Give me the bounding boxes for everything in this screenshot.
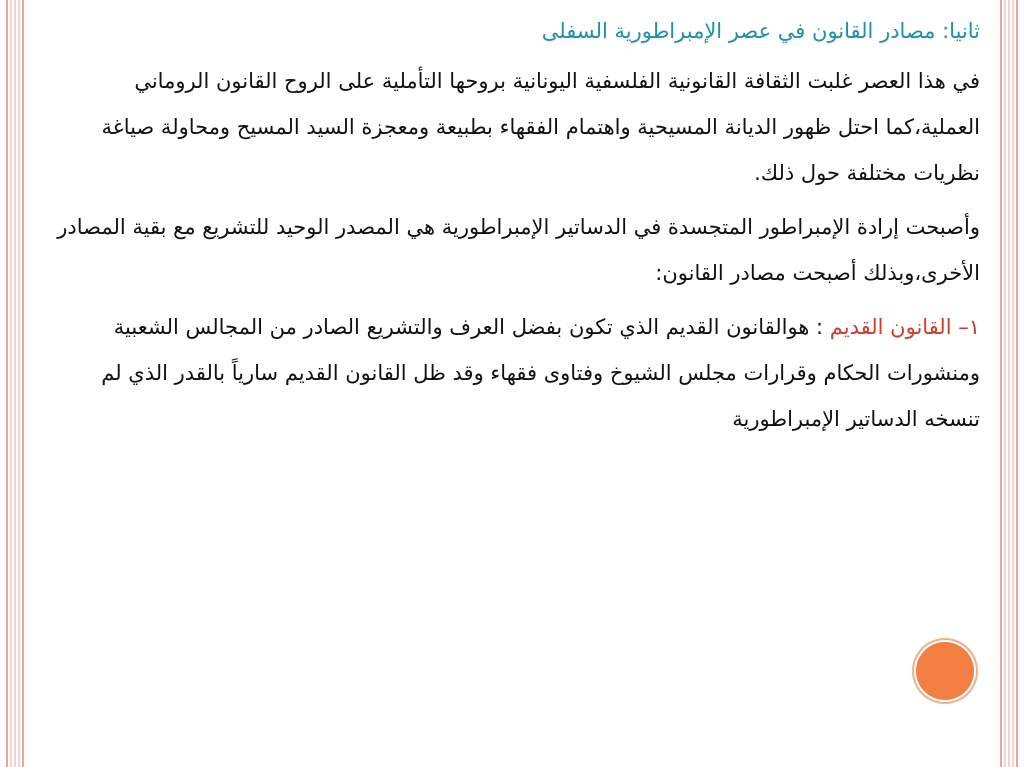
old-law-heading: ١– القانون القديم: [829, 315, 980, 339]
paragraph-1: في هذا العصر غلبت الثقافة القانونية الفلسفية اليونانية بروحها التأملية على الروح القانون الروماني العملية،كما احتل ظهور الديانة المسيحية واهتمام الفقهاء بطبيعة ومعجزة السيد المسيح ومحاولة صياغة نظريات مختلفة حول ذلك.: [101, 69, 980, 185]
orange-circle-decoration: [916, 642, 974, 700]
paragraph-2: وأصبحت إرادة الإمبراطور المتجسدة في الدساتير الإمبراطورية هي المصدر الوحيد للتشريع مع بقية المصادر الأخرى،وبذلك أصبحت مصادر القانون:: [57, 215, 980, 285]
decorative-border-right: [1000, 0, 1018, 767]
old-law-text: : هوالقانون القديم الذي تكون بفضل العرف والتشريع الصادر من المجالس الشعبية ومنشورات الحكام وقرارات مجلس الشيوخ وفتاوى فقهاء وقد ظل القانون القديم سارياً بالقدر الذي لم تنسخه الدساتير الإمبراطورية: [101, 315, 980, 431]
slide-title: ثانيا: مصادر القانون في عصر الإمبراطورية السفلى: [541, 19, 980, 43]
decorative-border-left: [6, 0, 24, 767]
slide-content: [56, 14, 980, 450]
paragraph-3: [56, 304, 980, 442]
